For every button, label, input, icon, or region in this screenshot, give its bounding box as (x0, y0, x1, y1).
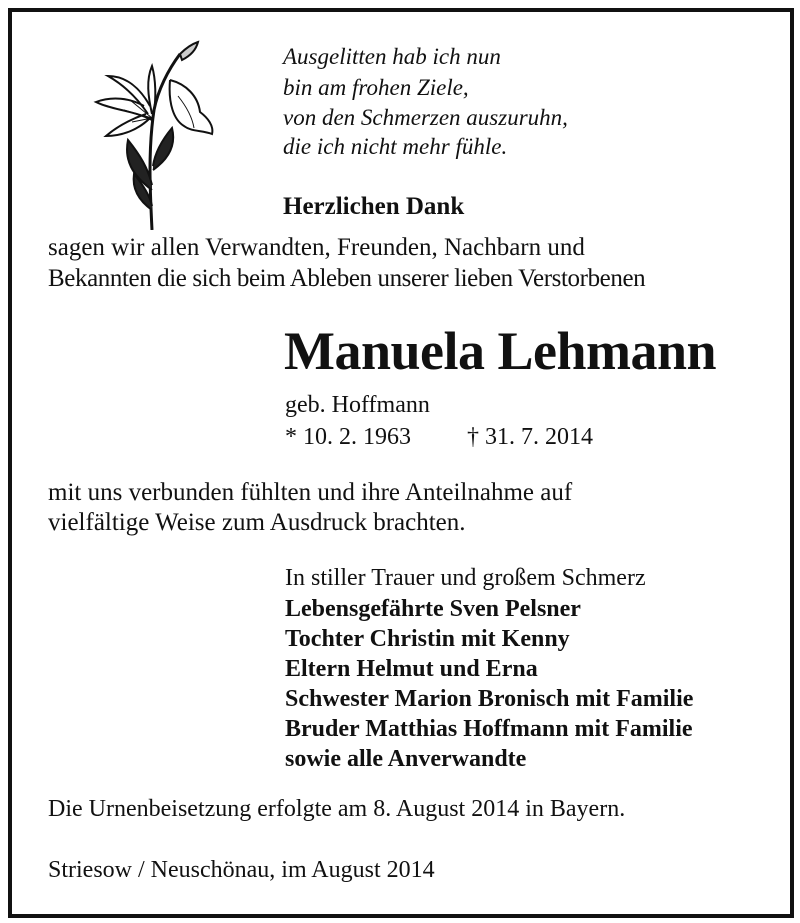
lily-icon (82, 40, 222, 230)
family-member: Schwester Marion Bronisch mit Familie (285, 686, 694, 712)
intro-line-1: sagen wir allen Verwandten, Freunden, Nachbarn und (48, 234, 585, 261)
mourning-line: In stiller Trauer und großem Schmerz (285, 565, 646, 591)
family-member: sowie alle Anverwandte (285, 746, 527, 772)
family-member: Lebensgefährte Sven Pelsner (285, 596, 581, 622)
family-member: Tochter Christin mit Kenny (285, 626, 570, 652)
poem-line-4: die ich nicht mehr fühle. (283, 134, 508, 159)
poem-line-1: Ausgelitten hab ich nun (283, 44, 501, 69)
family-member: Bruder Matthias Hoffmann mit Familie (285, 716, 693, 742)
birth-date: * 10. 2. 1963 (285, 424, 411, 450)
maiden-name: geb. Hoffmann (285, 392, 430, 418)
deceased-name: Manuela Lehmann (284, 321, 717, 381)
death-date: † 31. 7. 2014 (467, 424, 593, 450)
place-date: Striesow / Neuschönau, im August 2014 (48, 857, 435, 883)
after-line-2: vielfältige Weise zum Ausdruck brachten. (48, 509, 466, 536)
dank-heading: Herzlichen Dank (283, 193, 465, 220)
family-member: Eltern Helmut und Erna (285, 656, 538, 682)
burial-note: Die Urnenbeisetzung erfolgte am 8. August 2014 in Bayern. (48, 796, 626, 822)
intro-line-2: Bekannten die sich beim Ableben unserer lieben Verstorbenen (48, 265, 646, 292)
poem-line-3: von den Schmerzen auszuruhn, (283, 105, 568, 130)
poem-line-2: bin am frohen Ziele, (283, 75, 469, 100)
after-line-1: mit uns verbunden fühlten und ihre Anteilnahme auf (48, 479, 573, 506)
